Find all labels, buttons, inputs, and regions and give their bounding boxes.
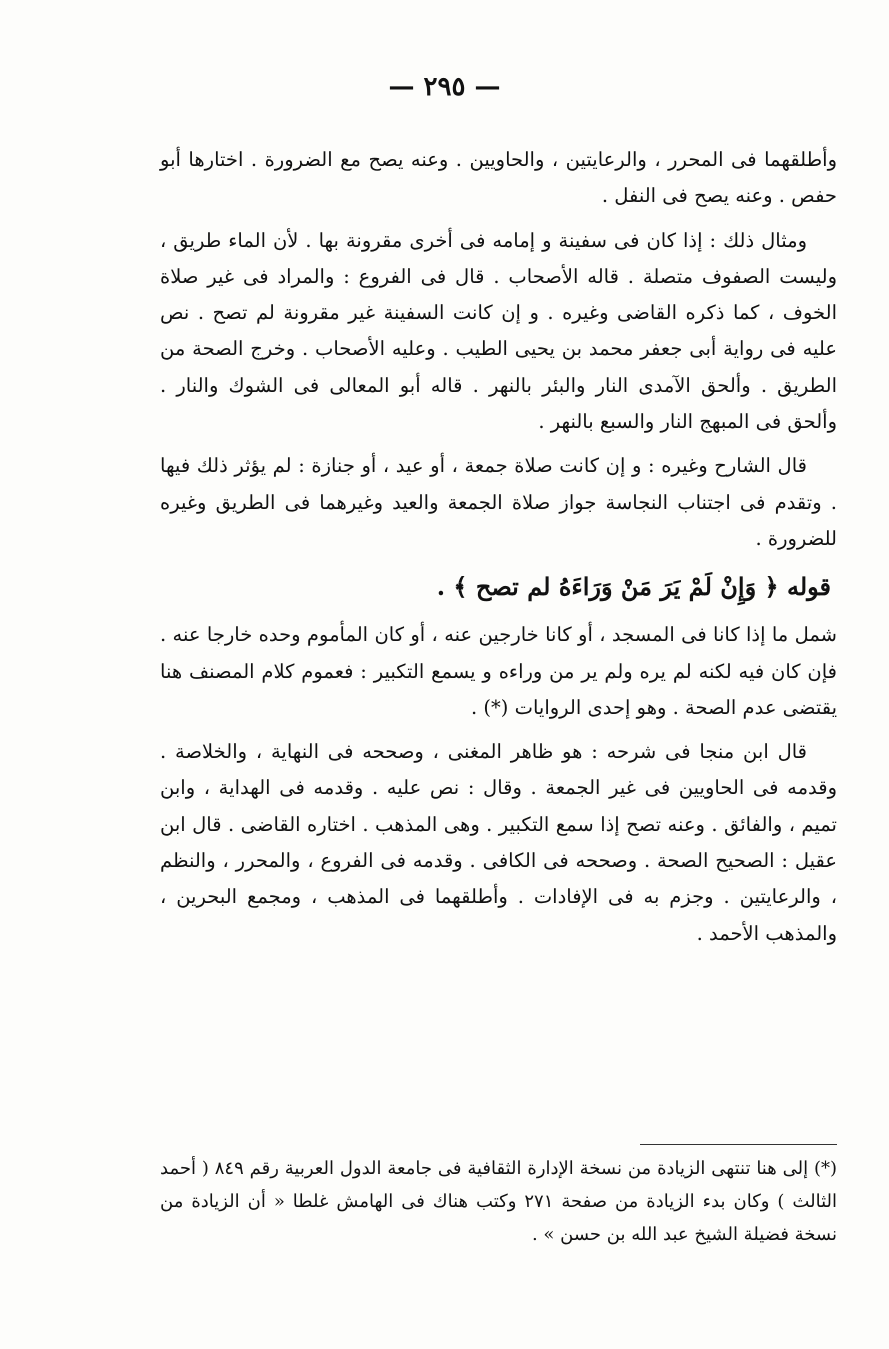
paragraph-4: شمل ما إذا كانا فى المسجد ، أو كانا خارجين عنه ، أو كان المأموم وحده خارجا عنه . فإن كان فيه لكنه لم يره ولم ير من وراءه و يسمع التكبير : فعموم كلام المصنف هنا يقتضى عدم الصحة . وهو إحدى الروايات (*) . — [160, 623, 837, 719]
quoted-heading: قوله ﴿ وَإِنْ لَمْ يَرَ مَنْ وَرَاءَهُ لم تصح ﴾ . — [436, 572, 831, 602]
footnote-divider — [640, 1144, 837, 1145]
footnote: (*) إلى هنا تنتهى الزيادة من نسخة الإدارة الثقافية فى جامعة الدول العربية رقم ٨٤٩ ( أحمد الثالث ) وكان بدء الزيادة من صفحة ٢٧١ وكتب هناك فى الهامش غلطا « أن الزيادة من نسخة فضيلة الشيخ عبد الله بن حسن » . — [160, 1158, 837, 1245]
main-text — [160, 142, 837, 960]
paragraph-5: قال ابن منجا فى شرحه : هو ظاهر المغنى ، وصححه فى النهاية ، والخلاصة . وقدمه فى الحاويين فى غير الجمعة . وقال : نص عليه . وقدمه فى الهداية ، وابن تميم ، والفائق . وعنه تصح إذا سمع التكبير . وهى المذهب . اختاره القاضى . قال ابن عقيل : الصحيح الصحة . وصححه فى الكافى . وقدمه فى الفروع ، والمحرر ، والنظم ، والرعايتين . وجزم به فى الإفادات . وأطلقهما فى المذهب ، ومجمع البحرين ، والمذهب الأحمد . — [160, 740, 837, 945]
paragraph-1: وأطلقهما فى المحرر ، والرعايتين ، والحاويين . وعنه يصح مع الضرورة . اختارها أبو حفص . وعنه يصح فى النفل . — [160, 148, 837, 208]
paragraph-2: ومثال ذلك : إذا كان فى سفينة و إمامه فى أخرى مقرونة بها . لأن الماء طريق ، وليست الصفوف متصلة . قاله الأصحاب . قال فى الفروع : والمراد فى غير صلاة الخوف ، كما ذكره القاضى وغيره . و إن كانت السفينة غير مقرونة لم تصح . نص عليه فى رواية أبى جعفر محمد بن يحيى الطيب . وعليه الأصحاب . وخرج الصحة من الطريق . وألحق الآمدى النار والبئر بالنهر . قاله أبو المعالى فى الشوك والنار . وألحق فى المبهج النار والسبع بالنهر . — [160, 228, 837, 434]
paragraph-3: قال الشارح وغيره : و إن كانت صلاة جمعة ، أو عيد ، أو جنازة : لم يؤثر ذلك فيها . وتقدم فى اجتناب النجاسة جواز صلاة الجمعة والعيد وغيرهما فى الطريق وغيره للضرورة . — [160, 454, 837, 550]
page-number: — ٢٩٥ — — [388, 72, 501, 102]
